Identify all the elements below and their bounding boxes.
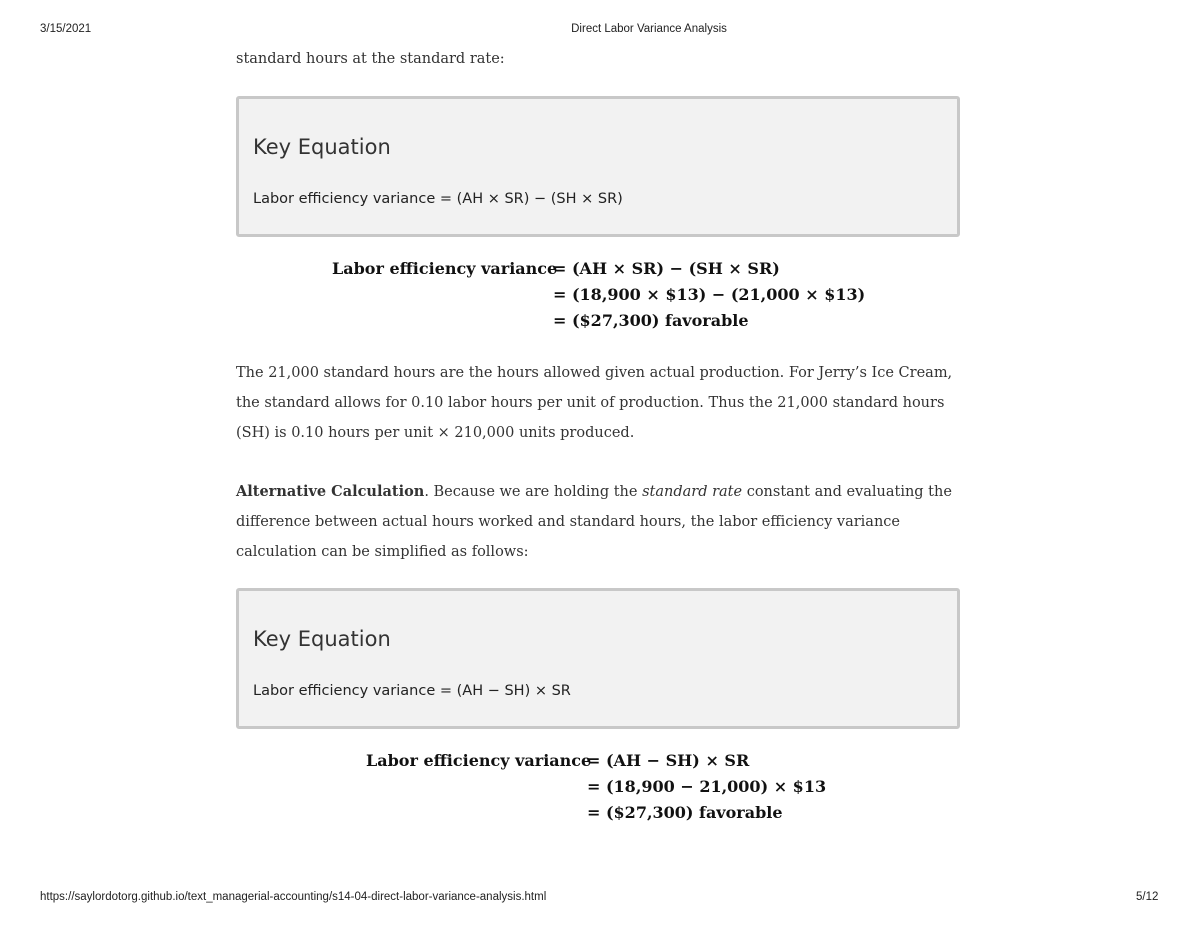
source-url: https://saylordotorg.github.io/text_managerial-accounting/s14-04-direct-labor-variance-analysis.html [40, 891, 547, 903]
calc-line: = (18,900 × $13) − (21,000 × $13) [553, 285, 866, 304]
key-equation-title: Key Equation [253, 135, 391, 159]
calc-line: = (AH × SR) − (SH × SR) [553, 259, 780, 278]
key-equation-box-1 [236, 96, 960, 237]
key-equation-title: Key Equation [253, 627, 391, 651]
key-equation-box-2 [236, 588, 960, 729]
paragraph-alternative-calculation [236, 477, 966, 567]
document-title: Direct Labor Variance Analysis [571, 23, 727, 35]
intro-text: standard hours at the standard rate: [236, 51, 505, 67]
calc-label: Labor efficiency variance [332, 259, 558, 278]
paragraph-standard-hours: The 21,000 standard hours are the hours allowed given actual production. For Jerry’s Ice Cream, the standard allows for 0.10 labor hours per unit of production. Thus the 21,000 standard hours (SH) is 0.10 hours per unit × 210,000 units produced. [236, 365, 953, 441]
calc-line: = (AH − SH) × SR [587, 751, 750, 770]
paragraph-lead: Alternative Calculation [236, 483, 425, 500]
paragraph-text: . Because we are holding the [424, 484, 643, 500]
calc-label: Labor efficiency variance [366, 751, 592, 770]
key-equation-formula: Labor efficiency variance = (AH × SR) − (SH × SR) [253, 191, 623, 207]
calc-line: = (18,900 − 21,000) × $13 [587, 777, 827, 796]
calc-line: = ($27,300) favorable [553, 311, 749, 330]
print-date: 3/15/2021 [40, 23, 92, 35]
page-number: 5/12 [1136, 891, 1159, 903]
emphasis-text: standard rate [642, 484, 743, 500]
calc-line: = ($27,300) favorable [587, 803, 783, 822]
paragraph-text: constant and evaluating the difference between actual hours worked and standard hours, the labor efficiency variance calculation can be simplified as follows: [236, 484, 952, 560]
key-equation-formula: Labor efficiency variance = (AH − SH) × SR [253, 683, 571, 699]
